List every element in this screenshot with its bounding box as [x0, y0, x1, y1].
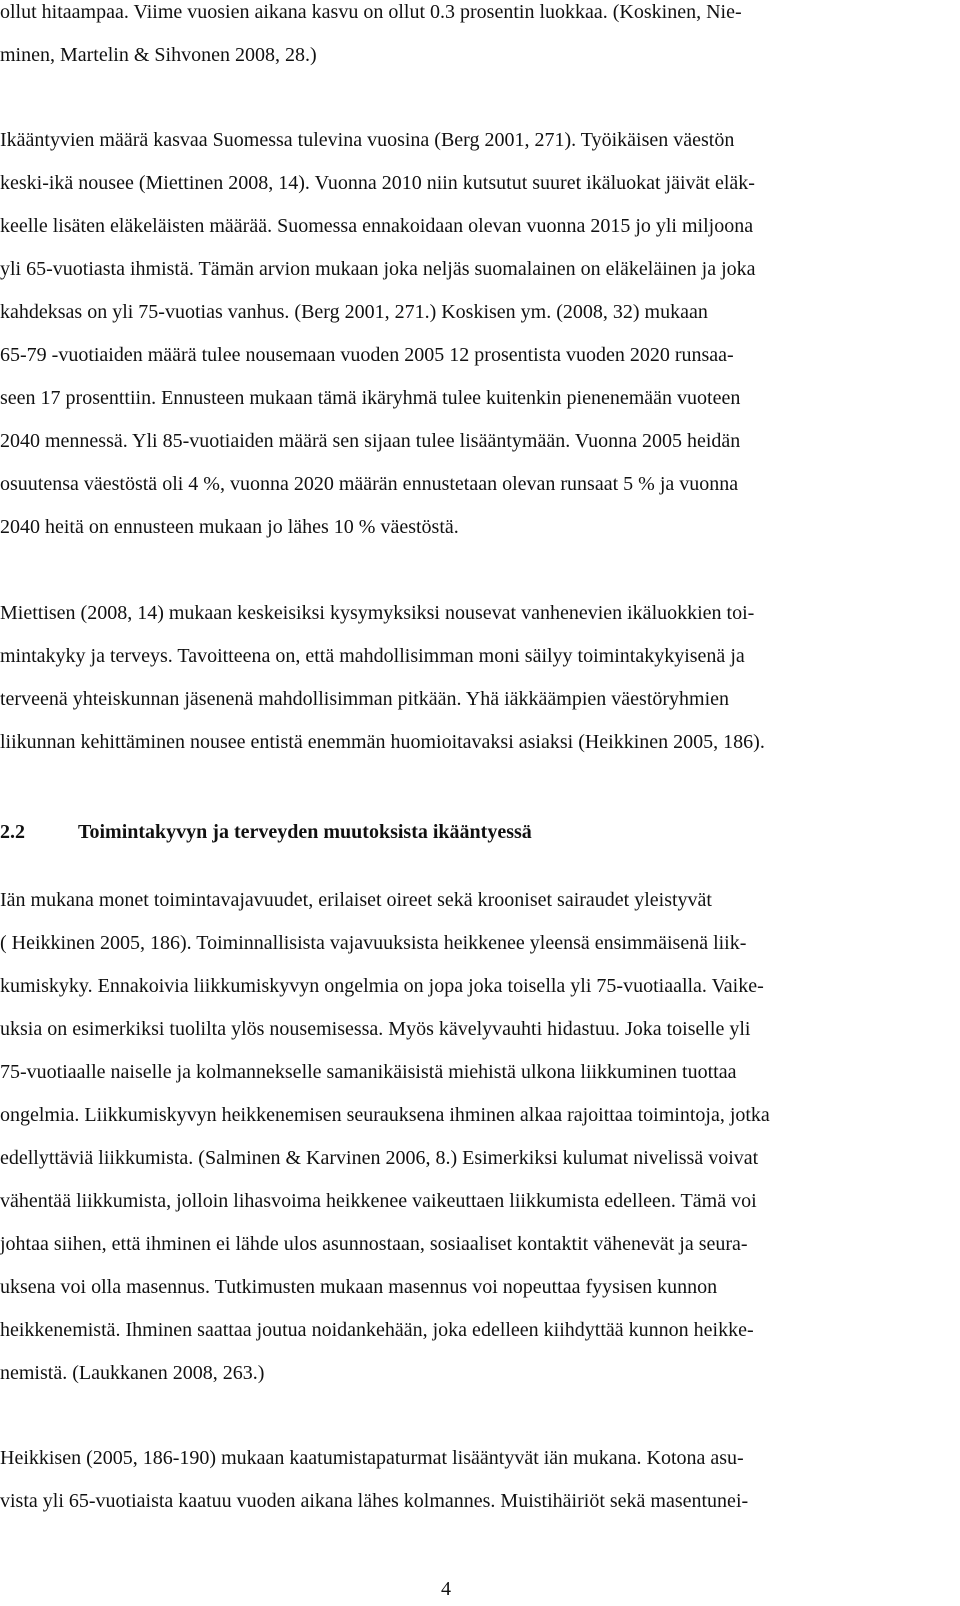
text-line: Miettisen (2008, 14) mukaan keskeisiksi kysymyksiksi nousevat vanhenevien ikäluokkien toi-: [0, 602, 755, 624]
section-heading: [0, 820, 532, 844]
text-line: kahdeksas on yli 75-vuotias vanhus. (Berg 2001, 271.) Koskisen ym. (2008, 32) mukaan: [0, 301, 708, 323]
text-line: ( Heikkinen 2005, 186). Toiminnallisista vajavuuksista heikkenee yleensä ensimmäisenä liik-: [0, 932, 747, 954]
text-line: Heikkisen (2005, 186-190) mukaan kaatumistapaturmat lisääntyvät iän mukana. Kotona asu-: [0, 1447, 744, 1469]
text-line: osuutensa väestöstä oli 4 %, vuonna 2020 määrän ennustetaan olevan runsaat 5 % ja vuonna: [0, 473, 739, 495]
text-line: uksena voi olla masennus. Tutkimusten mukaan masennus voi nopeuttaa fyysisen kunnon: [0, 1276, 718, 1298]
text-line: johtaa siihen, että ihminen ei lähde ulos asunnostaan, sosiaaliset kontaktit vähenevät ja seura-: [0, 1233, 748, 1255]
text-line: uksia on esimerkiksi tuolilta ylös nousemisessa. Myös kävelyvauhti hidastuu. Joka toiselle yli: [0, 1018, 751, 1040]
text-line: Ikääntyvien määrä kasvaa Suomessa tulevina vuosina (Berg 2001, 271). Työikäisen väestön: [0, 129, 735, 151]
section-title: Toimintakyvyn ja terveyden muutoksista ikääntyessä: [78, 821, 532, 843]
text-line: terveenä yhteiskunnan jäsenenä mahdollisimman pitkään. Yhä iäkkäämpien väestöryhmien: [0, 688, 730, 710]
text-line: yli 65-vuotiasta ihmistä. Tämän arvion mukaan joka neljäs suomalainen on eläkeläinen ja joka: [0, 258, 756, 280]
text-line: 2040 heitä on ennusteen mukaan jo lähes 10 % väestöstä.: [0, 516, 459, 538]
text-line: Iän mukana monet toimintavajavuudet, erilaiset oireet sekä krooniset sairaudet yleistyvät: [0, 889, 712, 911]
text-line: nemistä. (Laukkanen 2008, 263.): [0, 1362, 265, 1384]
text-line: liikunnan kehittäminen nousee entistä enemmän huomioitavaksi asiaksi (Heikkinen 2005, 186).: [0, 731, 765, 753]
text-line: minen, Martelin & Sihvonen 2008, 28.): [0, 44, 317, 66]
text-line: 2040 mennessä. Yli 85-vuotiaiden määrä sen sijaan tulee lisääntymään. Vuonna 2005 heidän: [0, 430, 741, 452]
text-line: ongelmia. Liikkumiskyvyn heikkenemisen seurauksena ihminen alkaa rajoittaa toimintoja, jotka: [0, 1104, 770, 1126]
text-line: vähentää liikkumista, jolloin lihasvoima heikkenee vaikeuttaen liikkumista edelleen. Tämä voi: [0, 1190, 757, 1212]
section-number: 2.2: [0, 821, 25, 843]
text-line: kumiskyky. Ennakoivia liikkumiskyvyn ongelmia on jopa joka toisella yli 75-vuotiaalla. Vaike-: [0, 975, 764, 997]
text-line: mintakyky ja terveys. Tavoitteena on, että mahdollisimman moni säilyy toimintakykyisenä ja: [0, 645, 745, 667]
text-line: vista yli 65-vuotiaista kaatuu vuoden aikana lähes kolmannes. Muistihäiriöt sekä masentunei-: [0, 1490, 749, 1512]
page-number: 4: [441, 1578, 451, 1600]
text-line: keski-ikä nousee (Miettinen 2008, 14). Vuonna 2010 niin kutsutut suuret ikäluokat jäivät eläk-: [0, 172, 755, 194]
text-line: heikkenemistä. Ihminen saattaa joutua noidankehään, joka edelleen kiihdyttää kunnon heikke-: [0, 1319, 754, 1341]
text-line: 65-79 -vuotiaiden määrä tulee nousemaan vuoden 2005 12 prosentista vuoden 2020 runsaa-: [0, 344, 734, 366]
text-line: seen 17 prosenttiin. Ennusteen mukaan tämä ikäryhmä tulee kuitenkin pienenemään vuoteen: [0, 387, 741, 409]
text-line: keelle lisäten eläkeläisten määrää. Suomessa ennakoidaan olevan vuonna 2015 jo yli miljoona: [0, 215, 754, 237]
text-line: 75-vuotiaalle naiselle ja kolmannekselle samanikäisistä miehistä ulkona liikkuminen tuottaa: [0, 1061, 737, 1083]
text-line: edellyttäviä liikkumista. (Salminen & Karvinen 2006, 8.) Esimerkiksi kulumat nivelissä voivat: [0, 1147, 759, 1169]
text-line: ollut hitaampaa. Viime vuosien aikana kasvu on ollut 0.3 prosentin luokkaa. (Koskinen, Nie-: [0, 1, 742, 23]
